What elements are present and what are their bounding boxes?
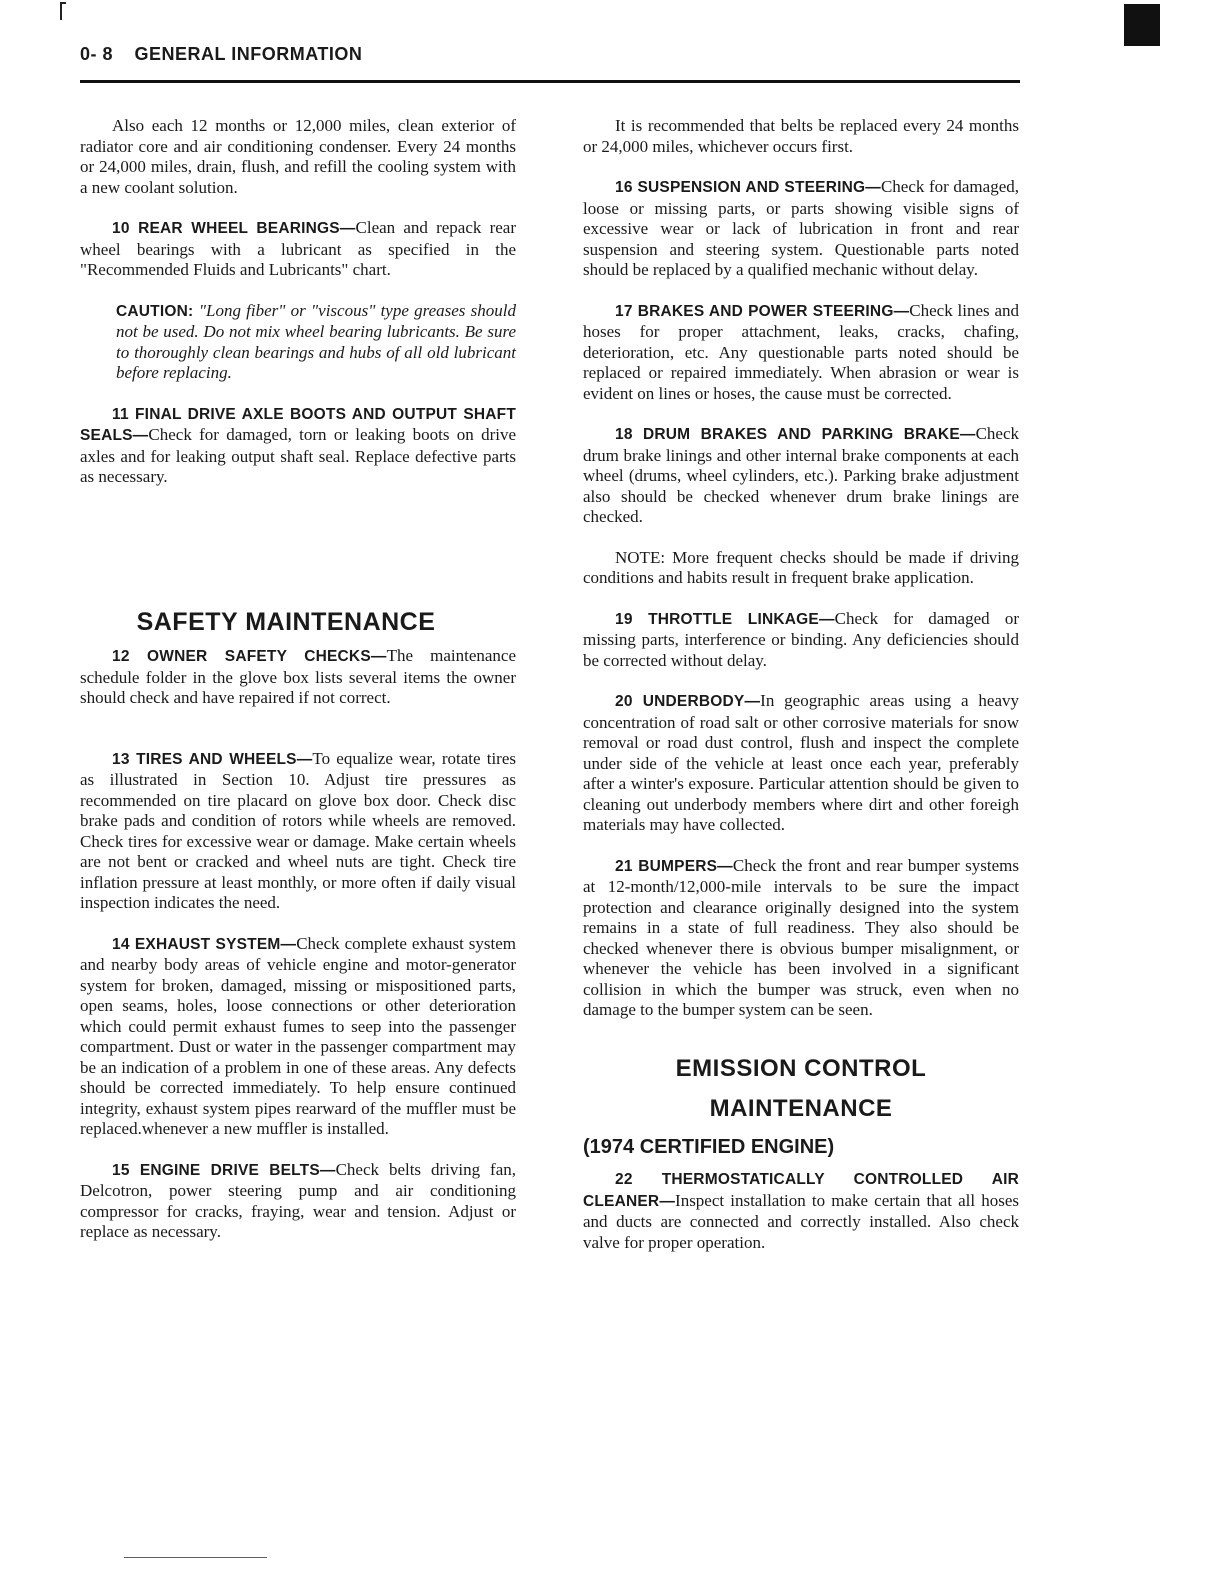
item-text: In geographic areas using a heavy concentration of road salt or other corrosive materials for snow removal or road dust control, flush and inspect the complete under side of the vehicle at least once each year, preferably after a winter's exposure. Particular attention should be given to cleaning out underbody members where dirt and other foreigh materials may have collected. — [583, 691, 1019, 834]
item-text: Check lines and hoses for proper attachment, leaks, cracks, chafing, deterioration, etc. Any questionable parts noted should be replaced or repaired immediately. When abrasion or wear is evident on lines or hoses, the cause must be corrected. — [583, 300, 1019, 403]
item-lead: 21 BUMPERS— — [615, 857, 733, 875]
item-text: Check for damaged or missing parts, interference or binding. Any deficiencies should be corrected without delay. — [583, 608, 1019, 670]
item-lead: 11 FINAL DRIVE AXLE BOOTS AND OUTPUT SHAFT SEALS— — [80, 405, 516, 444]
section-thumb-tab — [1124, 4, 1160, 46]
caution-text: "Long fiber" or "viscous" type greases should not be used. Do not mix wheel bearing lubricants. Be sure to thoroughly clean bearings and hubs of all old lubricant before replacing. — [116, 300, 516, 382]
item-11-final-drive-axle-boots — [80, 404, 516, 488]
item-text: Check for damaged, loose or missing parts, or parts showing visible signs of excessive wear or lack of lubrication in front and rear suspension and steering system. Questionable parts noted should be replaced by a qualified mechanic without delay. — [583, 177, 1019, 279]
left-column — [80, 116, 516, 1243]
heading-safety-maintenance: SAFETY MAINTENANCE — [136, 607, 436, 636]
paragraph-belt-replacement: It is recommended that belts be replaced every 24 months or 24,000 miles, whichever occurs first. — [583, 116, 1019, 156]
item-17-brakes-and-power-steering — [583, 301, 1019, 405]
item-10-rear-wheel-bearings — [80, 218, 516, 281]
page-header — [80, 44, 1020, 65]
item-14-exhaust-system — [80, 934, 516, 1140]
section-title: GENERAL INFORMATION — [134, 44, 363, 64]
item-16-suspension-and-steering — [583, 177, 1019, 281]
item-22-thermostatic-air-cleaner — [583, 1169, 1019, 1253]
caution-note — [116, 301, 516, 384]
item-lead: 15 ENGINE DRIVE BELTS— — [112, 1161, 336, 1179]
item-lead: 12 OWNER SAFETY CHECKS— — [112, 648, 387, 665]
item-lead: 22 THERMOSTATICALLY CONTROLLED AIR CLEANER— — [583, 1171, 1019, 1210]
item-19-throttle-linkage — [583, 609, 1019, 672]
item-18-drum-brakes-parking-brake — [583, 424, 1019, 528]
item-text: Clean and repack rear wheel bearings with a lubricant as specified in the "Recommended Fluids and Lubricants" chart. — [80, 218, 516, 279]
note-brake-checks: NOTE: More frequent checks should be made if driving conditions and habits result in frequent brake application. — [583, 547, 1019, 587]
item-12-owner-safety-checks — [80, 646, 516, 709]
item-20-underbody — [583, 691, 1019, 836]
item-text: Check belts driving fan, Delcotron, power steering pump and air conditioning compressor for cracks, fraying, wear and tension. Adjust or replace as necessary. — [80, 1159, 516, 1241]
item-text: Check complete exhaust system and nearby body areas of vehicle engine and motor-generator system for broken, damaged, missing or mispositioned parts, open seams, holes, loose connections or other deterioration which could permit exhaust fumes to seep into the passenger compartment. Dust or water in the passenger compartment may be an indication of a problem in one of these areas. Any defects should be corrected immediately. To help ensure continued integrity, exhaust system pipes rearward of the muffler must be replaced.whenever a new muffler is installed. — [80, 933, 516, 1138]
paragraph-cooling: Also each 12 months or 12,000 miles, clean exterior of radiator core and air conditioning condenser. Every 24 months or 24,000 miles, drain, flush, and refill the cooling system with a new coolant solution. — [80, 116, 516, 197]
item-text: Inspect installation to make certain that all hoses and ducts are connected and correctly installed. Also check valve for proper operation. — [583, 1190, 1019, 1252]
item-lead: 18 DRUM BRAKES AND PARKING BRAKE— — [615, 426, 976, 443]
heading-emission-control: EMISSION CONTROL — [675, 1054, 927, 1082]
item-lead: 17 BRAKES AND POWER STEERING— — [615, 302, 910, 320]
item-lead: 14 EXHAUST SYSTEM— — [112, 935, 297, 953]
item-21-bumpers — [583, 856, 1019, 1021]
right-column — [583, 116, 1019, 1253]
item-lead: 20 UNDERBODY— — [615, 693, 761, 710]
caution-label: CAUTION: — [116, 302, 199, 320]
item-13-tires-and-wheels — [80, 749, 516, 914]
footer-link-underline — [124, 1557, 267, 1558]
corner-crop-mark — [60, 2, 62, 20]
item-text: Check drum brake linings and other internal brake components at each wheel (drums, wheel cylinders, etc.). Parking brake adjustment also should be checked whenever drum brake linings are checked. — [583, 424, 1019, 526]
item-lead: 19 THROTTLE LINKAGE— — [615, 610, 835, 628]
item-lead: 13 TIRES AND WHEELS— — [112, 750, 313, 768]
heading-maintenance: MAINTENANCE — [709, 1094, 893, 1122]
subheading-1974-certified-engine: (1974 CERTIFIED ENGINE) — [583, 1135, 835, 1158]
header-rule — [80, 80, 1020, 83]
item-15-engine-drive-belts — [80, 1160, 516, 1243]
item-text: Check the front and rear bumper systems at 12-month/12,000-mile intervals to be sure the impact protection and clearance originally designed into the system remains in a state of full readiness. They also should be checked whenever there is obvious bumper misalignment, or whenever the vehicle has been involved in a significant collision in which the bumper was struck, even when no damage to the bumper system can be seen. — [583, 855, 1019, 1019]
item-text: The maintenance schedule folder in the glove box lists several items the owner should check and have repaired if not correct. — [80, 646, 516, 707]
page-number: 0- 8 — [80, 44, 114, 64]
item-lead: 10 REAR WHEEL BEARINGS— — [112, 220, 356, 237]
item-lead: 16 SUSPENSION AND STEERING— — [615, 179, 881, 196]
item-text: To equalize wear, rotate tires as illustrated in Section 10. Adjust tire pressures as recommended on tire placard on glove box door. Check disc brake pads and condition of rotors while wheels are removed. Check tires for excessive wear or damage. Make certain wheels are not bent or cracked and wheel nuts are tight. Check tire inflation pressure at least monthly, or more often if daily visual inspection indicates the need. — [80, 748, 517, 912]
item-text: Check for damaged, torn or leaking boots on drive axles and for leaking output shaft seal. Replace defective parts as necessary. — [80, 425, 516, 486]
